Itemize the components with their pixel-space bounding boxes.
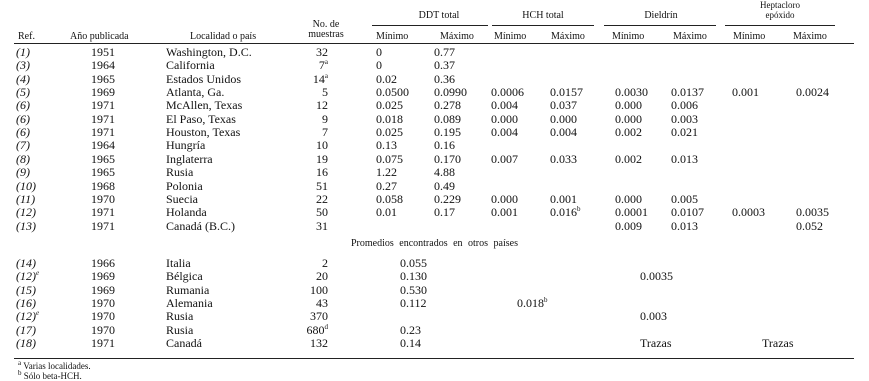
col-header-hep-max: Máximo — [793, 31, 827, 42]
year-cell: 1965 — [91, 71, 115, 86]
section-title: Promedios encontrados en otros países — [351, 238, 518, 249]
ddt-mean-cell: 0.23 — [400, 322, 421, 337]
table-row — [0, 206, 869, 219]
locality-cell: Rusia — [166, 165, 194, 180]
year-cell: 1966 — [91, 256, 115, 270]
ref-cell: (12) — [16, 205, 36, 220]
hch-max-cell: 0.004 — [550, 125, 577, 140]
hch-max-cell: 0.016$^b$ — [550, 205, 581, 220]
year-cell: 1969 — [91, 282, 115, 297]
ref-cell: (5) — [16, 85, 30, 100]
locality-cell: Inglaterra — [166, 151, 213, 166]
dieldrin-max-cell: 0.0137 — [671, 85, 704, 100]
rule-ddt — [372, 25, 488, 26]
hch-max-cell: 0.0157 — [550, 85, 583, 100]
hch-min-cell: 0.004 — [491, 125, 518, 140]
n-samples-cell: 43 — [316, 296, 328, 311]
n-samples-cell: 20 — [316, 269, 328, 284]
table-row — [0, 46, 869, 59]
n-samples-cell: 22 — [316, 191, 328, 206]
dieldrin-mean-cell: Trazas — [640, 336, 672, 351]
locality-cell: Washington, D.C. — [166, 45, 252, 59]
locality-cell: Alemania — [166, 296, 213, 311]
locality-cell: Canadá (B.C.) — [166, 218, 235, 233]
locality-cell: McAllen, Texas — [166, 98, 243, 113]
year-cell: 1968 — [91, 178, 115, 193]
dieldrin-max-cell: 0.013 — [671, 218, 698, 233]
year-cell: 1970 — [91, 191, 115, 206]
locality-cell: Rumania — [166, 282, 210, 297]
year-cell: 1970 — [91, 309, 115, 324]
rule-dieldrin — [604, 25, 716, 26]
ddt-max-cell: 0.089 — [434, 111, 461, 126]
ddt-min-cell: 0.02 — [376, 71, 397, 86]
col-header-hch-max: Máximo — [551, 31, 585, 42]
ddt-min-cell: 0.058 — [376, 191, 403, 206]
locality-cell: Houston, Texas — [166, 125, 241, 140]
heptachlor-mean-cell: Trazas — [762, 336, 794, 351]
col-header-locality: Localidad o país — [190, 31, 257, 42]
ref-cell: (17) — [16, 322, 36, 337]
locality-cell: Rusia — [166, 322, 194, 337]
locality-cell: El Paso, Texas — [166, 111, 236, 126]
n-samples-cell: 12 — [316, 98, 328, 113]
n-samples-cell: 9 — [322, 111, 328, 126]
table-row — [0, 193, 869, 206]
year-cell: 1971 — [91, 205, 115, 220]
table-row — [0, 284, 869, 297]
n-samples-cell: 51 — [316, 178, 328, 193]
ddt-min-cell: 1.22 — [376, 165, 397, 180]
ref-cell: (10) — [16, 178, 36, 193]
ddt-min-cell: 0.025 — [376, 125, 403, 140]
locality-cell: Atlanta, Ga. — [166, 85, 225, 100]
ref-cell: (7) — [16, 138, 30, 153]
year-cell: 1965 — [91, 151, 115, 166]
table-row — [0, 73, 869, 86]
year-cell: 1965 — [91, 165, 115, 180]
ddt-mean-cell: 0.055 — [400, 256, 427, 270]
ddt-min-cell: 0 — [376, 45, 382, 59]
rule-hch — [492, 25, 594, 26]
col-header-hch-min: Mínimo — [494, 31, 527, 42]
ddt-min-cell: 0.27 — [376, 178, 397, 193]
n-samples-cell: 132 — [310, 336, 328, 351]
locality-cell: Polonia — [166, 178, 203, 193]
n-samples-cell: 7 — [322, 125, 328, 140]
n-samples-cell: 680$^d$ — [306, 322, 328, 337]
heptachlor-min-cell: 0.0003 — [732, 205, 765, 220]
hch-min-cell: 0.004 — [491, 98, 518, 113]
table-bottom-rule — [14, 358, 854, 359]
ddt-min-cell: 0.018 — [376, 111, 403, 126]
table-row — [0, 324, 869, 337]
n-samples-cell: 5 — [322, 85, 328, 100]
group-header-heptachlor: Heptacloro epóxido — [760, 0, 800, 20]
ddt-mean-cell: 0.530 — [400, 282, 427, 297]
ddt-max-cell: 0.278 — [434, 98, 461, 113]
dieldrin-max-cell: 0.021 — [671, 125, 698, 140]
ddt-min-cell: 0.0500 — [376, 85, 409, 100]
hch-max-cell: 0.001 — [550, 191, 577, 206]
ddt-max-cell: 0.36 — [434, 71, 455, 86]
ref-cell: $(12)^e$ — [16, 269, 40, 284]
dieldrin-max-cell: 0.005 — [671, 191, 698, 206]
dieldrin-max-cell: 0.003 — [671, 111, 698, 126]
ref-cell: (11) — [16, 191, 36, 206]
heptachlor-min-cell: 0.001 — [732, 85, 759, 100]
ddt-max-cell: 0.77 — [434, 45, 455, 59]
col-header-year: Año publicada — [70, 31, 129, 42]
heptachlor-max-cell: 0.0035 — [796, 205, 829, 220]
year-cell: 1969 — [91, 85, 115, 100]
ref-cell: (6) — [16, 125, 30, 140]
col-header-ddt-max: Máximo — [440, 31, 474, 42]
group-header-dieldrin: Dieldrín — [644, 10, 678, 21]
locality-cell: Italia — [166, 256, 191, 270]
n-samples-cell: 16 — [316, 165, 328, 180]
table-row — [0, 99, 869, 112]
group-header-hch: HCH total — [522, 10, 564, 21]
ref-cell: (16) — [16, 296, 36, 311]
dieldrin-min-cell: 0.002 — [615, 151, 642, 166]
heptachlor-max-cell: 0.052 — [796, 218, 823, 233]
year-cell: 1969 — [91, 269, 115, 284]
table-row — [0, 180, 869, 193]
ref-cell: (13) — [16, 218, 36, 233]
dieldrin-mean-cell: 0.0035 — [640, 269, 673, 284]
year-cell: 1971 — [91, 111, 115, 126]
n-samples-cell: 370 — [310, 309, 328, 324]
locality-cell: Holanda — [166, 205, 207, 220]
footnote-a: $^a$ Varias localidades. — [18, 359, 91, 371]
hch-max-cell: 0.033 — [550, 151, 577, 166]
year-cell: 1964 — [91, 138, 115, 153]
table-row — [0, 139, 869, 152]
dieldrin-min-cell: 0.0030 — [615, 85, 648, 100]
ddt-max-cell: 0.37 — [434, 58, 455, 73]
table-row — [0, 113, 869, 126]
ref-cell: (18) — [16, 336, 36, 351]
n-samples-cell: 100 — [310, 282, 328, 297]
year-cell: 1964 — [91, 58, 115, 73]
rule-heptachlor — [725, 25, 835, 26]
table-row — [0, 257, 869, 270]
col-header-hep-min: Mínimo — [733, 31, 766, 42]
dieldrin-min-cell: 0.000 — [615, 111, 642, 126]
n-samples-cell: 19 — [316, 151, 328, 166]
table-row — [0, 126, 869, 139]
ddt-max-cell: 0.195 — [434, 125, 461, 140]
dieldrin-max-cell: 0.006 — [671, 98, 698, 113]
ddt-mean-cell: 0.112 — [400, 296, 427, 311]
ref-cell: (8) — [16, 151, 30, 166]
hch-min-cell: 0.0006 — [491, 85, 524, 100]
ref-cell: (3) — [16, 58, 30, 73]
dieldrin-min-cell: 0.0001 — [615, 205, 648, 220]
hch-min-cell: 0.000 — [491, 111, 518, 126]
year-cell: 1971 — [91, 125, 115, 140]
ddt-max-cell: 0.170 — [434, 151, 461, 166]
ref-cell: (15) — [16, 282, 36, 297]
ddt-max-cell: 0.17 — [434, 205, 455, 220]
table-row — [0, 310, 869, 323]
heptachlor-max-cell: 0.0024 — [796, 85, 829, 100]
ddt-max-cell: 0.0990 — [434, 85, 467, 100]
footnote-b: $^b$ Sólo beta-HCH. — [18, 369, 82, 381]
col-header-diel-min: Mínimo — [612, 31, 645, 42]
table-row — [0, 220, 869, 233]
hch-min-cell: 0.001 — [491, 205, 518, 220]
ref-cell: (14) — [16, 256, 36, 270]
hch-min-cell: 0.007 — [491, 151, 518, 166]
col-header-ddt-min: Mínimo — [376, 31, 409, 42]
table-row — [0, 153, 869, 166]
n-samples-cell: 32 — [316, 45, 328, 59]
col-header-n-samples: No. de muestras — [308, 19, 344, 40]
ref-cell: (9) — [16, 165, 30, 180]
year-cell: 1971 — [91, 218, 115, 233]
dieldrin-min-cell: 0.009 — [615, 218, 642, 233]
ddt-max-cell: 0.49 — [434, 178, 455, 193]
table-row — [0, 86, 869, 99]
ref-cell: (1) — [16, 45, 30, 59]
locality-cell: Suecia — [166, 191, 198, 206]
locality-cell: Hungría — [166, 138, 206, 153]
n-samples-cell: 14$^a$ — [312, 71, 328, 86]
ddt-min-cell: 0 — [376, 58, 382, 73]
col-header-ref: Ref. — [18, 31, 35, 42]
year-cell: 1971 — [91, 336, 115, 351]
ref-cell: (4) — [16, 71, 30, 86]
ddt-mean-cell: 0.14 — [400, 336, 421, 351]
ddt-max-cell: 4.88 — [434, 165, 455, 180]
n-samples-cell: 7$^a$ — [318, 58, 328, 73]
locality-cell: California — [166, 58, 215, 73]
ddt-min-cell: 0.075 — [376, 151, 403, 166]
ddt-min-cell: 0.01 — [376, 205, 397, 220]
table-row — [0, 59, 869, 72]
n-samples-cell: 50 — [316, 205, 328, 220]
table-row — [0, 270, 869, 283]
n-samples-cell: 31 — [316, 218, 328, 233]
hch-max-cell: 0.000 — [550, 111, 577, 126]
year-cell: 1971 — [91, 98, 115, 113]
dieldrin-max-cell: 0.0107 — [671, 205, 704, 220]
locality-cell: Rusia — [166, 309, 194, 324]
header-bottom-rule — [14, 43, 854, 44]
ddt-max-cell: 0.229 — [434, 191, 461, 206]
table-row — [0, 337, 869, 350]
dieldrin-min-cell: 0.000 — [615, 98, 642, 113]
ref-cell: $(12)^e$ — [16, 309, 40, 324]
ref-cell: (6) — [16, 111, 30, 126]
hch-max-cell: 0.037 — [550, 98, 577, 113]
table-row — [0, 297, 869, 310]
year-cell: 1970 — [91, 296, 115, 311]
locality-cell: Canadá — [166, 336, 202, 351]
hch-mean-cell: 0.018$^b$ — [517, 296, 548, 311]
group-header-ddt: DDT total — [418, 10, 460, 21]
table-row — [0, 166, 869, 179]
dieldrin-mean-cell: 0.003 — [640, 309, 667, 324]
ddt-min-cell: 0.13 — [376, 138, 397, 153]
locality-cell: Estados Unidos — [166, 71, 241, 86]
hch-min-cell: 0.000 — [491, 191, 518, 206]
dieldrin-min-cell: 0.002 — [615, 125, 642, 140]
ddt-mean-cell: 0.130 — [400, 269, 427, 284]
year-cell: 1970 — [91, 322, 115, 337]
ref-cell: (6) — [16, 98, 30, 113]
dieldrin-max-cell: 0.013 — [671, 151, 698, 166]
dieldrin-min-cell: 0.000 — [615, 191, 642, 206]
ddt-min-cell: 0.025 — [376, 98, 403, 113]
ddt-max-cell: 0.16 — [434, 138, 455, 153]
n-samples-cell: 10 — [316, 138, 328, 153]
locality-cell: Bélgica — [166, 269, 203, 284]
col-header-diel-max: Máximo — [673, 31, 707, 42]
year-cell: 1951 — [91, 45, 115, 59]
n-samples-cell: 2 — [322, 256, 328, 270]
